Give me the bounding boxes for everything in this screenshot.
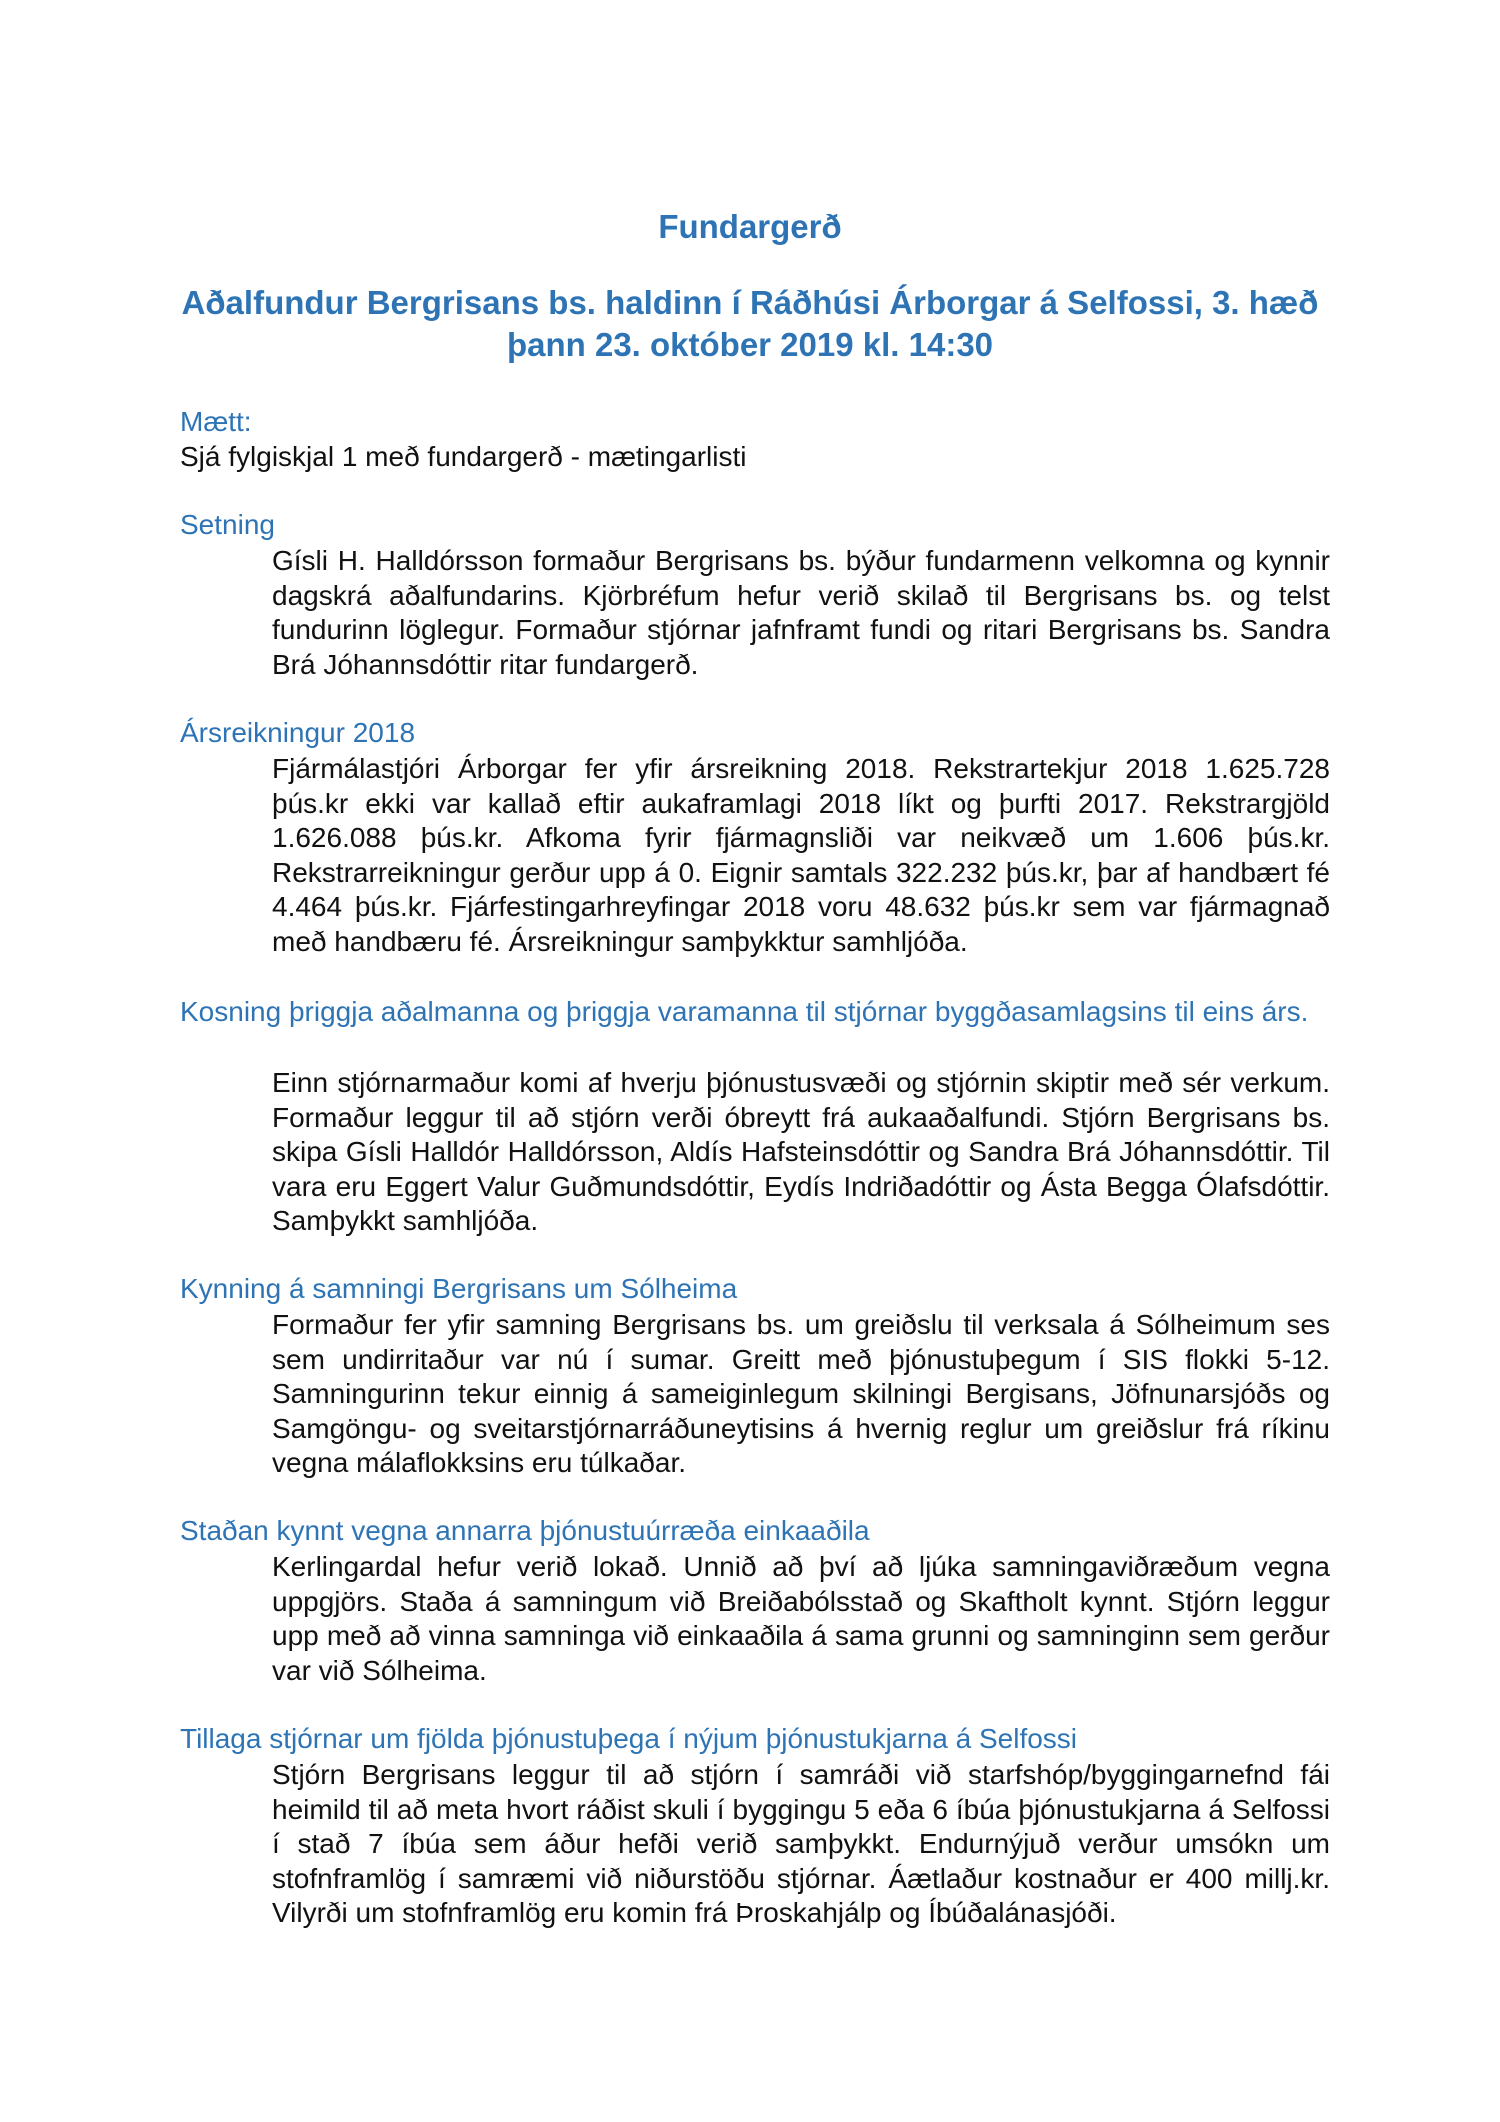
section-body-kosning: Einn stjórnarmaður komi af hverju þjónustusvæði og stjórnin skiptir með sér verkum. Formaður leggur til að stjórn verði óbreytt frá aukaaðalfundi. Stjórn Bergrisans bs. skipa Gísli Halldór Halldórsson, Aldís Hafsteinsdóttir og Sandra Brá Jóhannsdóttir. Til vara eru Eggert Valur Guðmundsdóttir, Eydís Indriðadóttir og Ásta Begga Ólafsdóttir. Samþykkt samhljóða. xyxy=(272,1067,1330,1236)
section-heading-einkaadilar: Staðan kynnt vegna annarra þjónustuúrræða einkaaðila xyxy=(180,1515,870,1546)
section-body-thjonustukjarni: Stjórn Bergrisans leggur til að stjórn í samráði við starfshóp/byggingarnefnd fái heimild til að meta hvort ráðist skuli í byggingu 5 eða 6 íbúa þjónustukjarna á Selfossi í stað 7 íbúa sem áður hefði verið samþykkt. Endurnýjuð verður umsókn um stofnframlög í samræmi við niðurstöðu stjórnar. Áætlaður kostnaður er 400 millj.kr. Vilyrði um stofnframlög eru komin frá Þroskahjálp og Íbúðalánasjóði. xyxy=(272,1759,1330,1928)
section-heading-kosning: Kosning þriggja aðalmanna og þriggja varamanna til stjórnar byggðasamlagsins til eins árs. xyxy=(180,996,1309,1027)
section-body-solheimar: Formaður fer yfir samning Bergrisans bs. um greiðslu til verksala á Sólheimum ses sem undirritaður var nú í sumar. Greitt með þjónustuþegum í SIS flokki 5-12. Samningurinn tekur einnig á sameiginlegum skilningi Bergisans, Jöfnunarsjóðs og Samgöngu- og sveitarstjórnarráðuneytisins á hvernig reglur um greiðslur frá ríkinu vegna málaflokksins eru túlkaðar. xyxy=(272,1309,1330,1478)
document-subtitle: Aðalfundur Bergrisans bs. haldinn í Ráðhúsi Árborgar á Selfossi, 3. hæð þann 23. október 2019 kl. 14:30 xyxy=(181,284,1319,363)
section-body-arsreikningur: Fjármálastjóri Árborgar fer yfir ársreikning 2018. Rekstrartekjur 2018 1.625.728 þús.kr ekki var kallað eftir aukaframlagi 2018 líkt og þurfti 2017. Rekstrargjöld 1.626.088 þús.kr. Afkoma fyrir fjármagnsliði var neikvæð um 1.606 þús.kr. Rekstrarreikningur gerður upp á 0. Eignir samtals 322.232 þús.kr, þar af handbært fé 4.464 þús.kr. Fjárfestingarhreyfingar 2018 voru 48.632 þús.kr sem var fjármagnað með handbæru fé. Ársreikningur samþykktur samhljóða. xyxy=(272,753,1330,957)
section-heading-solheimar: Kynning á samningi Bergrisans um Sólheima xyxy=(180,1273,738,1304)
section-heading-thjonustukjarni: Tillaga stjórnar um fjölda þjónustuþega í nýjum þjónustukjarna á Selfossi xyxy=(180,1723,1078,1754)
section-body-setning: Gísli H. Halldórsson formaður Bergrisans bs. býður fundarmenn velkomna og kynnir dagskrá aðalfundarins. Kjörbréfum hefur verið skilað til Bergrisans bs. og telst fundurinn löglegur. Formaður stjórnar jafnframt fundi og ritari Bergrisans bs. Sandra Brá Jóhannsdóttir ritar fundargerð. xyxy=(272,545,1330,680)
section-body-einkaadilar: Kerlingardal hefur verið lokað. Unnið að því að ljúka samningaviðræðum vegna uppgjörs. Staða á samningum við Breiðabólsstað og Skaftholt kynnt. Stjórn leggur upp með að vinna samninga við einkaaðila á sama grunni og samninginn sem gerður var við Sólheima. xyxy=(272,1551,1330,1686)
document-title: Fundargerð xyxy=(658,208,842,245)
attendance-heading: Mætt: xyxy=(180,406,252,437)
attendance-text: Sjá fylgiskjal 1 með fundargerð - mætingarlisti xyxy=(180,441,747,472)
section-heading-arsreikningur: Ársreikningur 2018 xyxy=(180,717,416,748)
section-heading-setning: Setning xyxy=(180,509,275,540)
